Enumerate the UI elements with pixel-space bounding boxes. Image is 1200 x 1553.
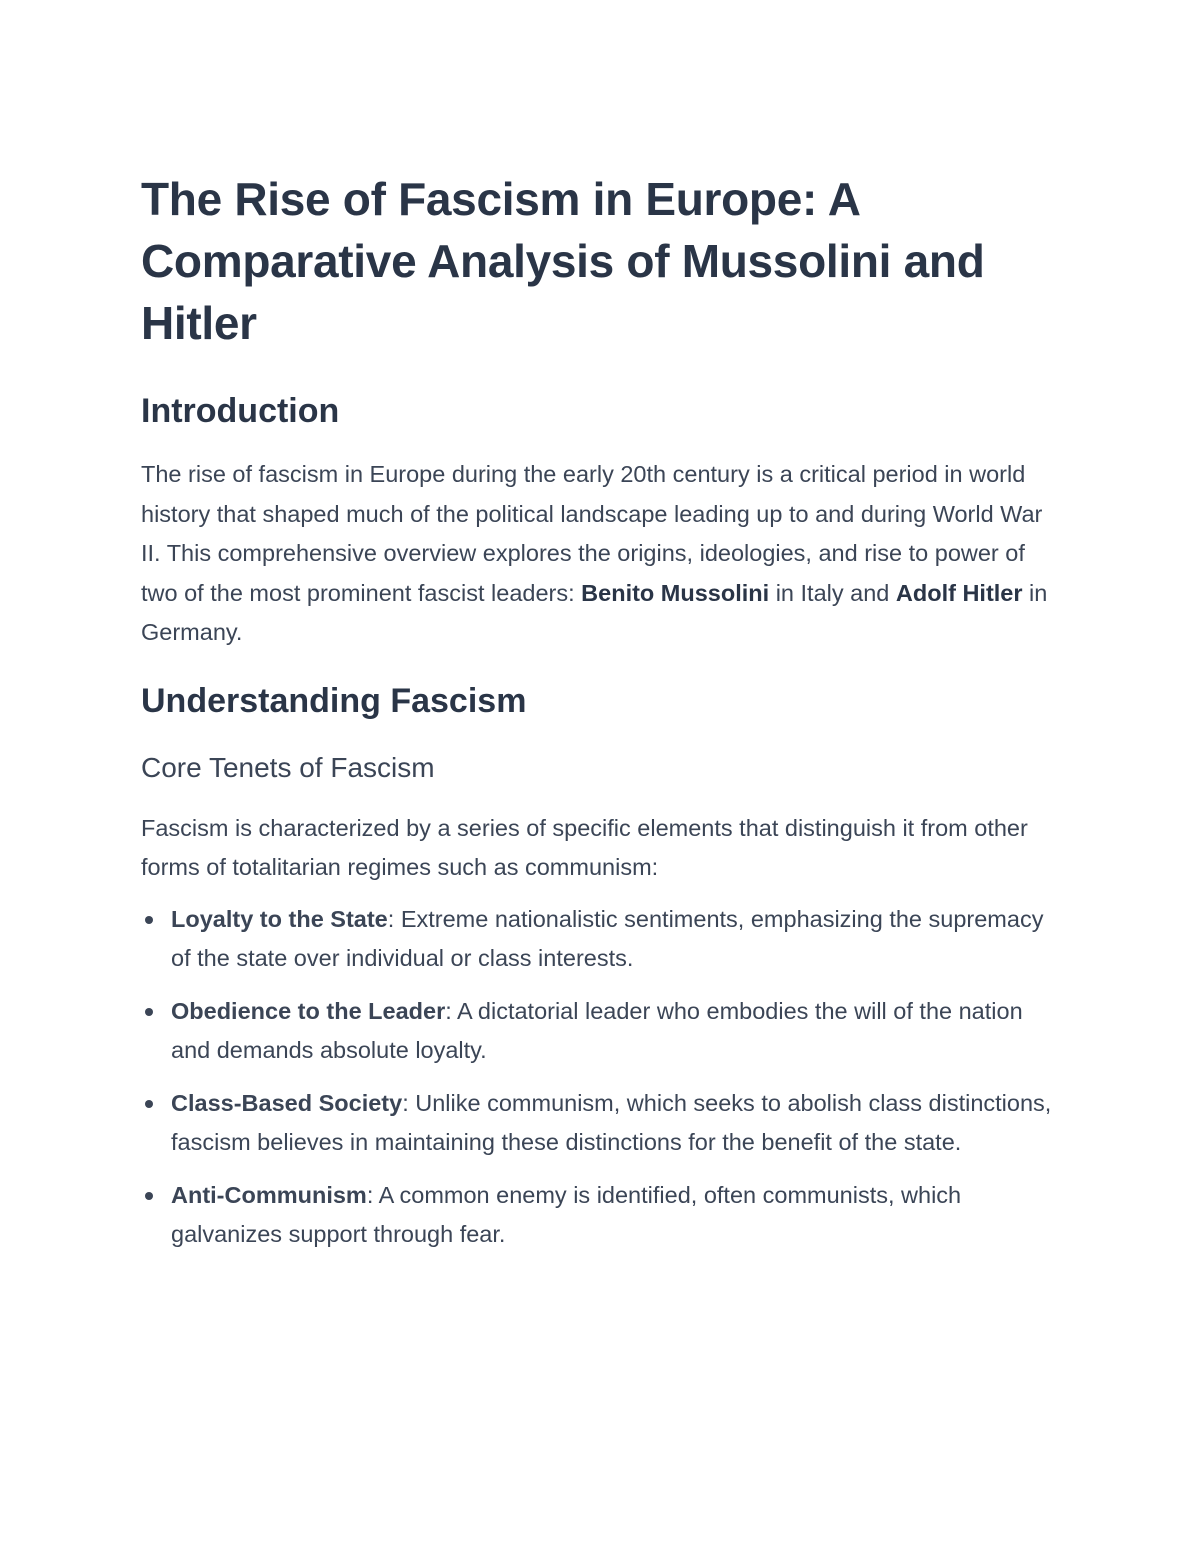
introduction-text-middle: in Italy and <box>769 579 896 606</box>
tenet-term: Loyalty to the State <box>171 905 388 932</box>
tenet-term: Obedience to the Leader <box>171 997 446 1024</box>
introduction-text-after: in Germany. <box>141 579 1048 645</box>
tenet-description: : Unlike communism, which seeks to abolish class distinctions, fascism believes in maintaining these distinctions for the benefit of the state. <box>171 1089 1052 1155</box>
list-item <box>141 1176 1061 1255</box>
list-item <box>141 900 1061 979</box>
tenet-description: : A dictatorial leader who embodies the will of the nation and demands absolute loyalty. <box>171 997 1023 1063</box>
leader-hitler: Adolf Hitler <box>895 579 1023 606</box>
list-item <box>141 992 1061 1071</box>
list-item <box>141 1084 1061 1163</box>
tenets-list <box>141 900 1061 1255</box>
tenet-term: Class-Based Society <box>171 1089 403 1116</box>
introduction-heading: Introduction <box>141 392 340 430</box>
bullet-icon <box>145 916 153 924</box>
tenet-term: Anti-Communism <box>171 1181 367 1208</box>
bullet-icon <box>145 1192 153 1200</box>
tenet-description: : A common enemy is identified, often communists, which galvanizes support through fear. <box>171 1181 962 1247</box>
leader-mussolini: Benito Mussolini <box>581 579 770 606</box>
introduction-text-before: The rise of fascism in Europe during the early 20th century is a critical period in world history that shaped much of the political landscape leading up to and during World War II. This comprehensive overview explores the origins, ideologies, and rise to power of two of the most prominent fascist leaders: <box>141 461 1043 606</box>
bullet-icon <box>145 1008 153 1016</box>
core-tenets-heading: Core Tenets of Fascism <box>141 751 435 783</box>
understanding-fascism-heading: Understanding Fascism <box>141 681 527 720</box>
document-page <box>141 168 1061 1268</box>
tenet-description: : Extreme nationalistic sentiments, emphasizing the supremacy of the state over individual or class interests. <box>171 905 1044 971</box>
introduction-paragraph <box>141 455 1061 653</box>
document-title: The Rise of Fascism in Europe: A Comparative Analysis of Mussolini and Hitler <box>141 173 985 349</box>
bullet-icon <box>145 1100 153 1108</box>
fascism-paragraph: Fascism is characterized by a series of specific elements that distinguish it from other forms of totalitarian regimes such as communism: <box>141 814 1028 880</box>
